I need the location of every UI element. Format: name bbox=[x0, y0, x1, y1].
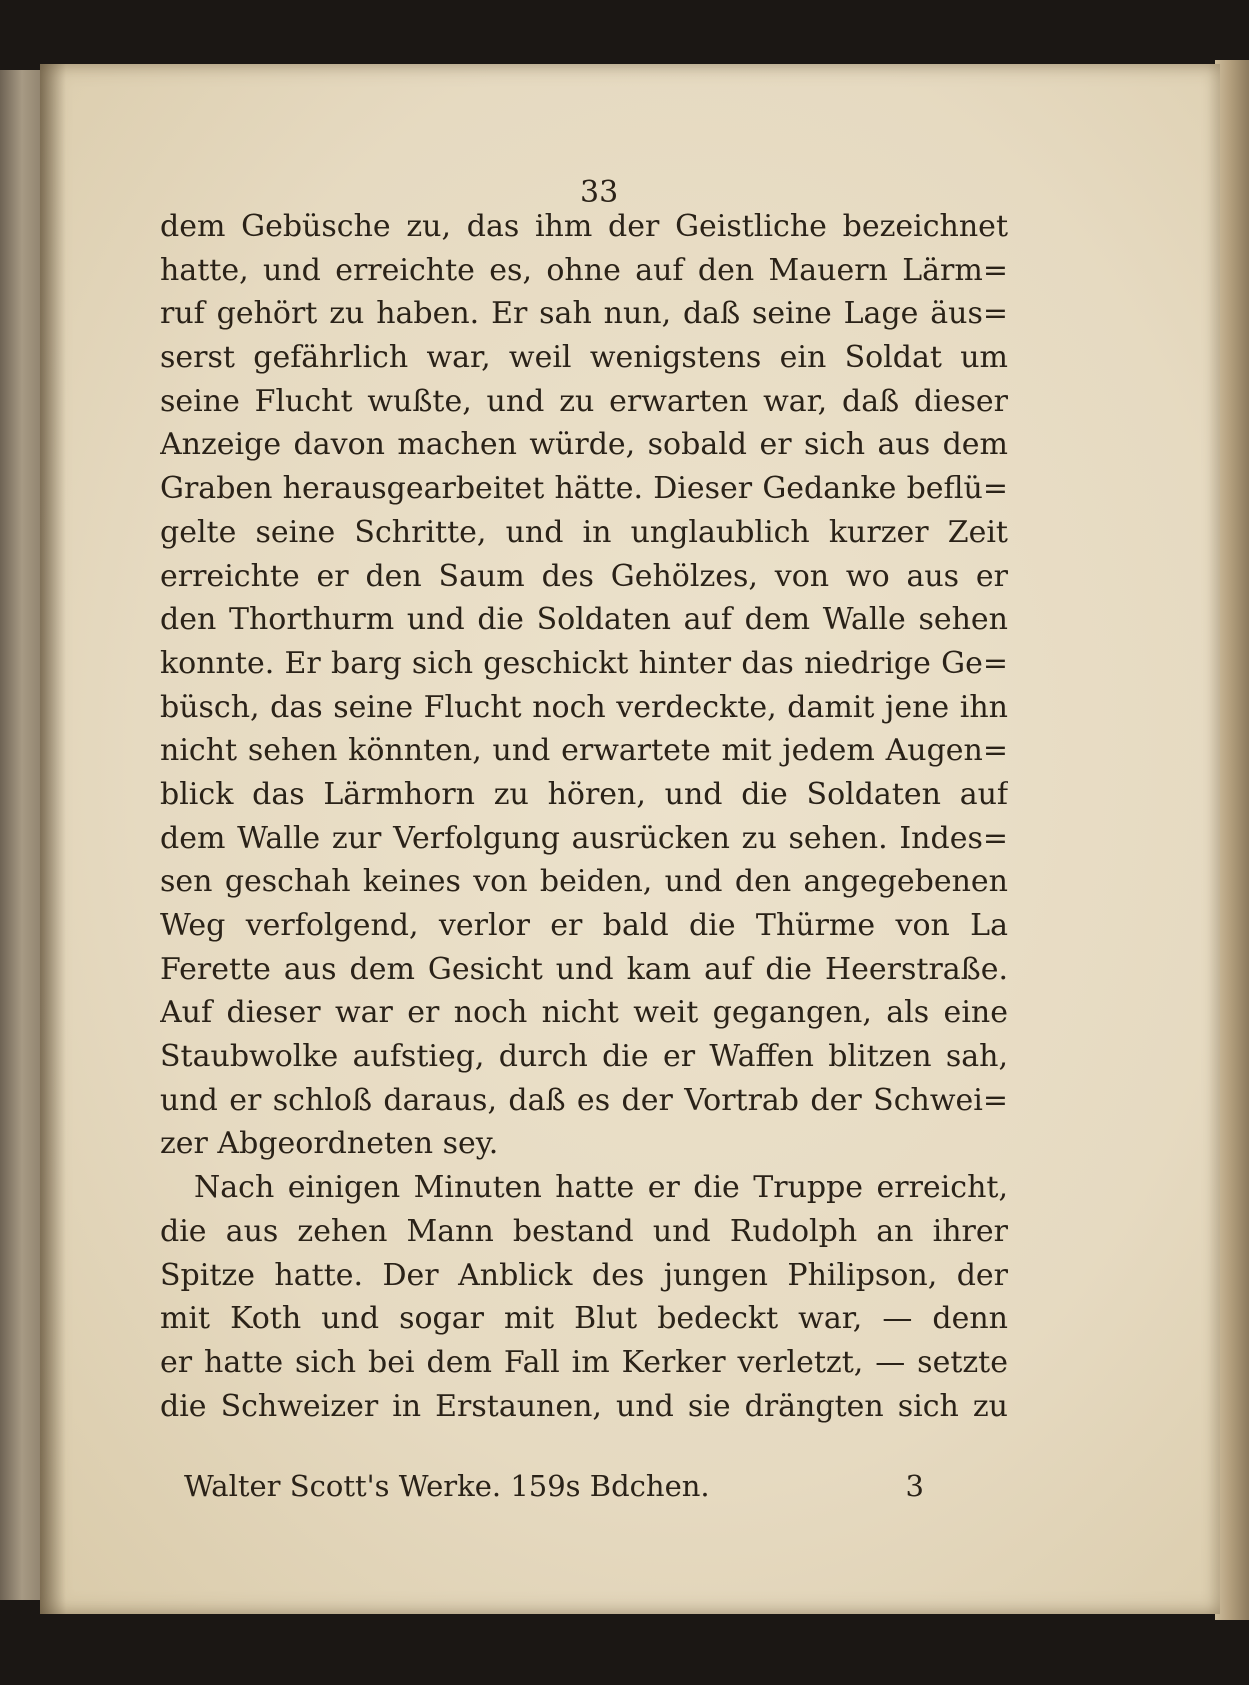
text-line: Anzeige davon machen würde, sobald er sich aus dem bbox=[160, 427, 1008, 463]
text-line: Spitze hatte. Der Anblick des jungen Philipson, der bbox=[160, 1257, 1008, 1293]
previous-page-edge bbox=[0, 70, 44, 1600]
text-line: nicht sehen könnten, und erwartete mit jedem Augen= bbox=[160, 733, 1008, 769]
text-line: Graben herausgearbeitet hätte. Dieser Gedanke beflü= bbox=[160, 471, 1008, 507]
text-line: Nach einigen Minuten hatte er die Truppe erreicht, bbox=[194, 1170, 1008, 1206]
text-line: serst gefährlich war, weil wenigstens ein Soldat um bbox=[160, 340, 1008, 376]
text-line: den Thorthurm und die Soldaten auf dem Walle sehen bbox=[160, 602, 1008, 638]
text-line: dem Walle zur Verfolgung ausrücken zu sehen. Indes= bbox=[160, 820, 1008, 856]
footer bbox=[184, 1464, 924, 1508]
text-line: Staubwolke aufstieg, durch die er Waffen blitzen sah, bbox=[160, 1039, 1008, 1075]
text-line: die aus zehen Mann bestand und Rudolph an ihrer bbox=[160, 1213, 1008, 1249]
body-text bbox=[160, 205, 1008, 1428]
text-line: blick das Lärmhorn zu hören, und die Soldaten auf bbox=[160, 776, 1008, 812]
text-line: mit Koth und sogar mit Blut bedeckt war, — denn bbox=[160, 1301, 1008, 1337]
text-line: hatte, und erreichte es, ohne auf den Mauern Lärm= bbox=[160, 252, 1008, 288]
gutter-shadow bbox=[40, 64, 66, 1614]
text-line: gelte seine Schritte, und in unglaublich kurzer Zeit bbox=[160, 514, 1008, 550]
text-line: konnte. Er barg sich geschickt hinter das niedrige Ge= bbox=[160, 645, 1008, 681]
text-line: er hatte sich bei dem Fall im Kerker verletzt, — setzte bbox=[160, 1344, 1008, 1380]
page-number: 33 bbox=[580, 175, 619, 210]
text-line: die Schweizer in Erstaunen, und sie drängten sich zu bbox=[160, 1388, 1008, 1424]
text-line: ruf gehört zu haben. Er sah nun, daß seine Lage äus= bbox=[160, 296, 1008, 332]
signature-mark: 3 bbox=[905, 1469, 924, 1503]
text-line: sen geschah keines von beiden, und den angegebenen bbox=[160, 864, 1008, 900]
footer-title: Walter Scott's Werke. 159s Bdchen. bbox=[184, 1469, 710, 1503]
text-line: seine Flucht wußte, und zu erwarten war, daß dieser bbox=[160, 383, 1008, 419]
text-line: und er schloß daraus, daß es der Vortrab der Schwei= bbox=[160, 1082, 1008, 1118]
text-line: büsch, das seine Flucht noch verdeckte, damit jene ihn bbox=[160, 689, 1008, 725]
text-line: Weg verfolgend, verlor er bald die Thürme von La bbox=[160, 908, 1008, 943]
text-line: Ferette aus dem Gesicht und kam auf die Heerstraße. bbox=[160, 951, 1008, 987]
text-line: dem Gebüsche zu, das ihm der Geistliche bezeichnet bbox=[160, 209, 1008, 244]
text-line: Auf dieser war er noch nicht weit gegangen, als eine bbox=[160, 995, 1008, 1031]
text-line: zer Abgeordneten sey. bbox=[160, 1126, 499, 1162]
page-stack-edge bbox=[1215, 60, 1249, 1620]
text-line: erreichte er den Saum des Gehölzes, von wo aus er bbox=[160, 558, 1008, 594]
